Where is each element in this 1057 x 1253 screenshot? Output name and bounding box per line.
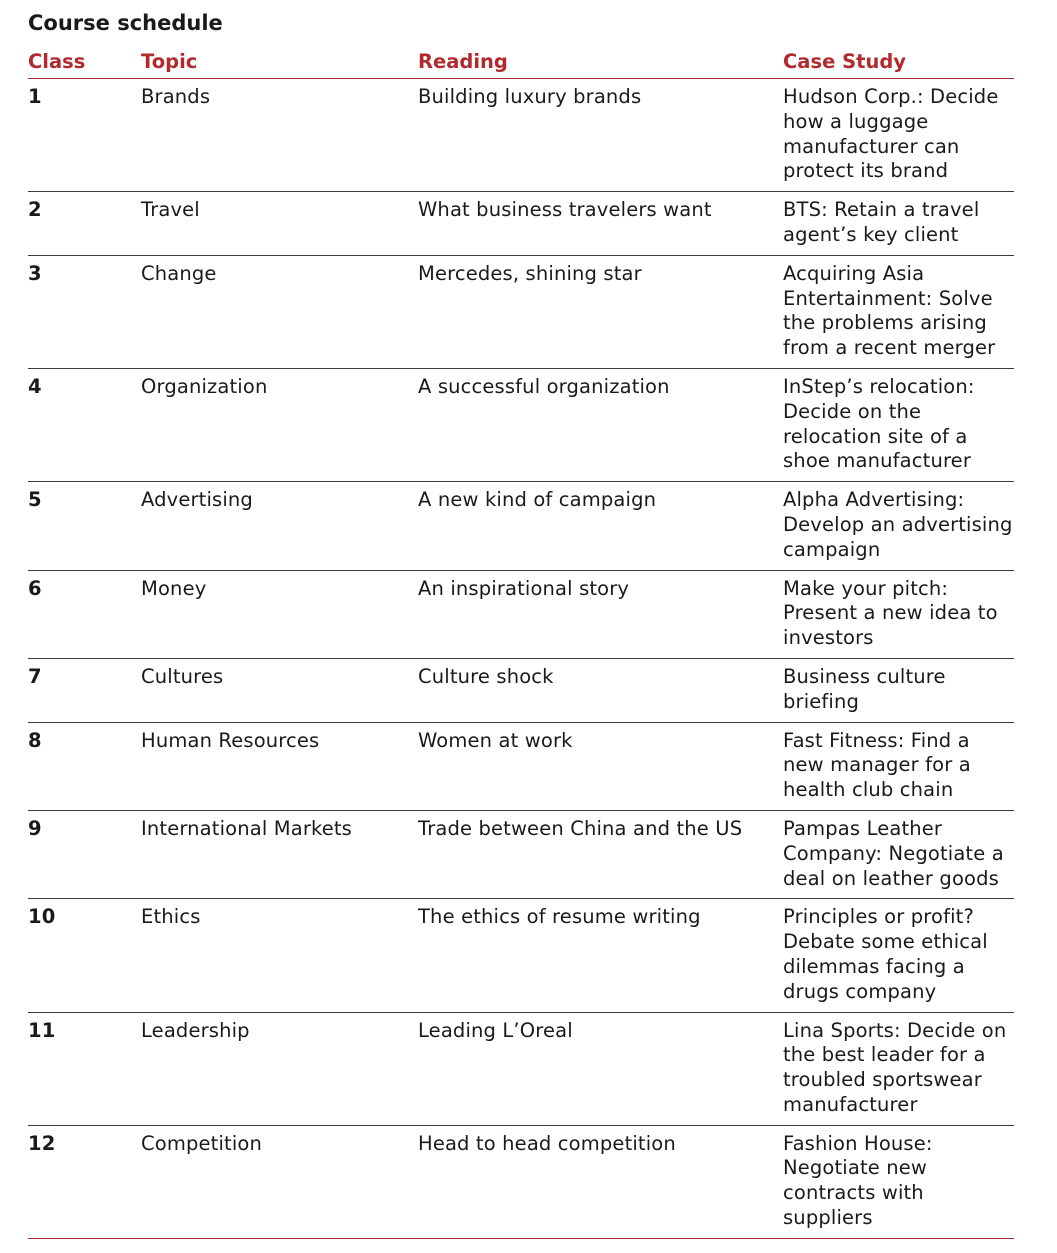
column-header-topic: Topic [141,40,418,79]
case-study-cell: Lina Sports: Decide on the best leader for a troubled sportswear manufacturer [783,1012,1014,1125]
topic-cell: Ethics [141,899,418,1012]
case-study-cell: InStep’s relocation: Decide on the relocation site of a shoe manufacturer [783,368,1014,481]
reading-cell: Leading L’Oreal [418,1012,783,1125]
case-study-cell: BTS: Retain a travel agent’s key client [783,192,1014,256]
course-schedule [28,8,1014,1239]
class-number: 2 [28,192,141,256]
topic-cell: Money [141,570,418,658]
table-row [28,482,1014,570]
topic-cell: Organization [141,368,418,481]
reading-cell: A new kind of campaign [418,482,783,570]
class-number: 12 [28,1125,141,1238]
table-row [28,368,1014,481]
reading-cell: Head to head competition [418,1125,783,1238]
case-study-cell: Acquiring Asia Entertainment: Solve the problems arising from a recent merger [783,255,1014,368]
case-study-cell: Make your pitch: Present a new idea to investors [783,570,1014,658]
case-study-cell: Business culture briefing [783,658,1014,722]
column-header-class: Class [28,40,141,79]
table-body [28,79,1014,1239]
class-number: 6 [28,570,141,658]
topic-cell: International Markets [141,810,418,898]
table-row [28,255,1014,368]
table-row [28,1012,1014,1125]
case-study-cell: Pampas Leather Company: Negotiate a deal on leather goods [783,810,1014,898]
table-row [28,658,1014,722]
topic-cell: Human Resources [141,722,418,810]
table-row [28,79,1014,192]
reading-cell: The ethics of resume writing [418,899,783,1012]
table-row [28,570,1014,658]
reading-cell: Women at work [418,722,783,810]
reading-cell: A successful organization [418,368,783,481]
reading-cell: What business travelers want [418,192,783,256]
reading-cell: Mercedes, shining star [418,255,783,368]
class-number: 9 [28,810,141,898]
schedule-table [28,40,1014,1239]
case-study-cell: Fashion House: Negotiate new contracts with suppliers [783,1125,1014,1238]
topic-cell: Competition [141,1125,418,1238]
topic-cell: Cultures [141,658,418,722]
topic-cell: Leadership [141,1012,418,1125]
topic-cell: Brands [141,79,418,192]
class-number: 1 [28,79,141,192]
column-header-reading: Reading [418,40,783,79]
table-row [28,1125,1014,1238]
case-study-cell: Hudson Corp.: Decide how a luggage manufacturer can protect its brand [783,79,1014,192]
topic-cell: Travel [141,192,418,256]
reading-cell: Trade between China and the US [418,810,783,898]
class-number: 4 [28,368,141,481]
reading-cell: Culture shock [418,658,783,722]
class-number: 5 [28,482,141,570]
class-number: 10 [28,899,141,1012]
topic-cell: Change [141,255,418,368]
header-row [28,40,1014,79]
table-row [28,810,1014,898]
class-number: 3 [28,255,141,368]
class-number: 11 [28,1012,141,1125]
case-study-cell: Fast Fitness: Find a new manager for a health club chain [783,722,1014,810]
table-header [28,40,1014,79]
topic-cell: Advertising [141,482,418,570]
column-header-case-study: Case Study [783,40,1014,79]
table-row [28,722,1014,810]
class-number: 7 [28,658,141,722]
case-study-cell: Alpha Advertising: Develop an advertising campaign [783,482,1014,570]
case-study-cell: Principles or profit? Debate some ethical dilemmas facing a drugs company [783,899,1014,1012]
table-row [28,899,1014,1012]
page-title: Course schedule [28,11,223,35]
class-number: 8 [28,722,141,810]
table-row [28,192,1014,256]
reading-cell: An inspirational story [418,570,783,658]
reading-cell: Building luxury brands [418,79,783,192]
